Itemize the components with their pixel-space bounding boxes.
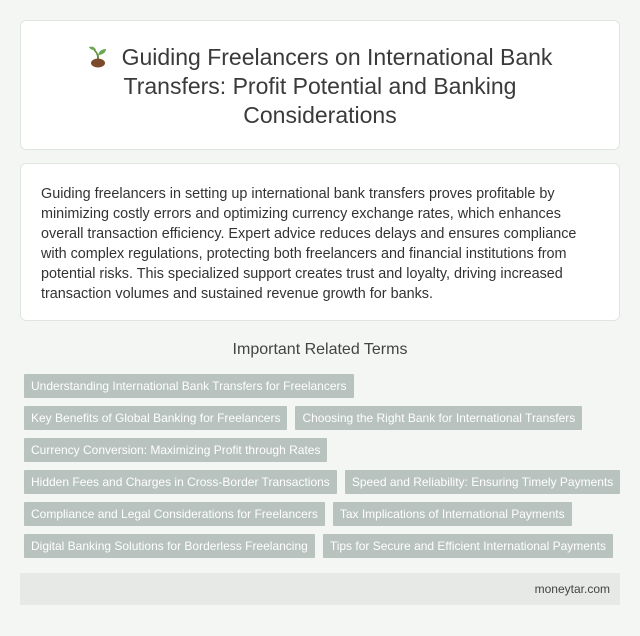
related-terms-row xyxy=(20,406,620,430)
related-term-tag[interactable]: Digital Banking Solutions for Borderless Freelancing xyxy=(24,534,315,558)
page-title xyxy=(60,43,580,130)
sprout-icon xyxy=(88,46,108,68)
description-text: Guiding freelancers in setting up international bank transfers proves profitable by minimizing costly errors and optimizing currency exchange rates, which enhances overall transaction efficiency. Expert advice reduces delays and ensures compliance with complex regulations, protecting both freelancers and financial institutions from potential risks. This specialized support creates trust and loyalty, driving increased transaction volumes and sustained revenue growth for banks. xyxy=(41,186,577,302)
page-title-text: Guiding Freelancers on International Bank Transfers: Profit Potential and Banking Considerations xyxy=(121,44,553,128)
related-term-tag[interactable]: Tips for Secure and Efficient International Payments xyxy=(323,534,613,558)
related-terms-row xyxy=(20,534,620,558)
related-term-tag[interactable]: Hidden Fees and Charges in Cross-Border Transactions xyxy=(24,470,337,494)
related-term-tag[interactable]: Currency Conversion: Maximizing Profit through Rates xyxy=(24,438,327,462)
related-term-tag[interactable]: Key Benefits of Global Banking for Freelancers xyxy=(24,406,287,430)
footer-site: moneytar.com xyxy=(534,582,610,596)
related-term-tag[interactable]: Tax Implications of International Payments xyxy=(333,502,572,526)
related-term-tag[interactable]: Speed and Reliability: Ensuring Timely Payments xyxy=(345,470,620,494)
related-term-tag[interactable]: Choosing the Right Bank for International Transfers xyxy=(295,406,582,430)
description-card xyxy=(20,163,620,321)
title-card xyxy=(20,20,620,150)
related-term-tag[interactable]: Understanding International Bank Transfers for Freelancers xyxy=(24,374,354,398)
footer xyxy=(20,573,620,605)
related-terms-row xyxy=(20,502,620,526)
related-term-tag[interactable]: Compliance and Legal Considerations for Freelancers xyxy=(24,502,325,526)
related-terms-row xyxy=(20,470,620,494)
related-terms-row xyxy=(20,438,620,462)
related-terms-heading: Important Related Terms xyxy=(232,341,408,358)
related-terms-row xyxy=(20,374,620,398)
related-terms-list xyxy=(20,374,620,566)
